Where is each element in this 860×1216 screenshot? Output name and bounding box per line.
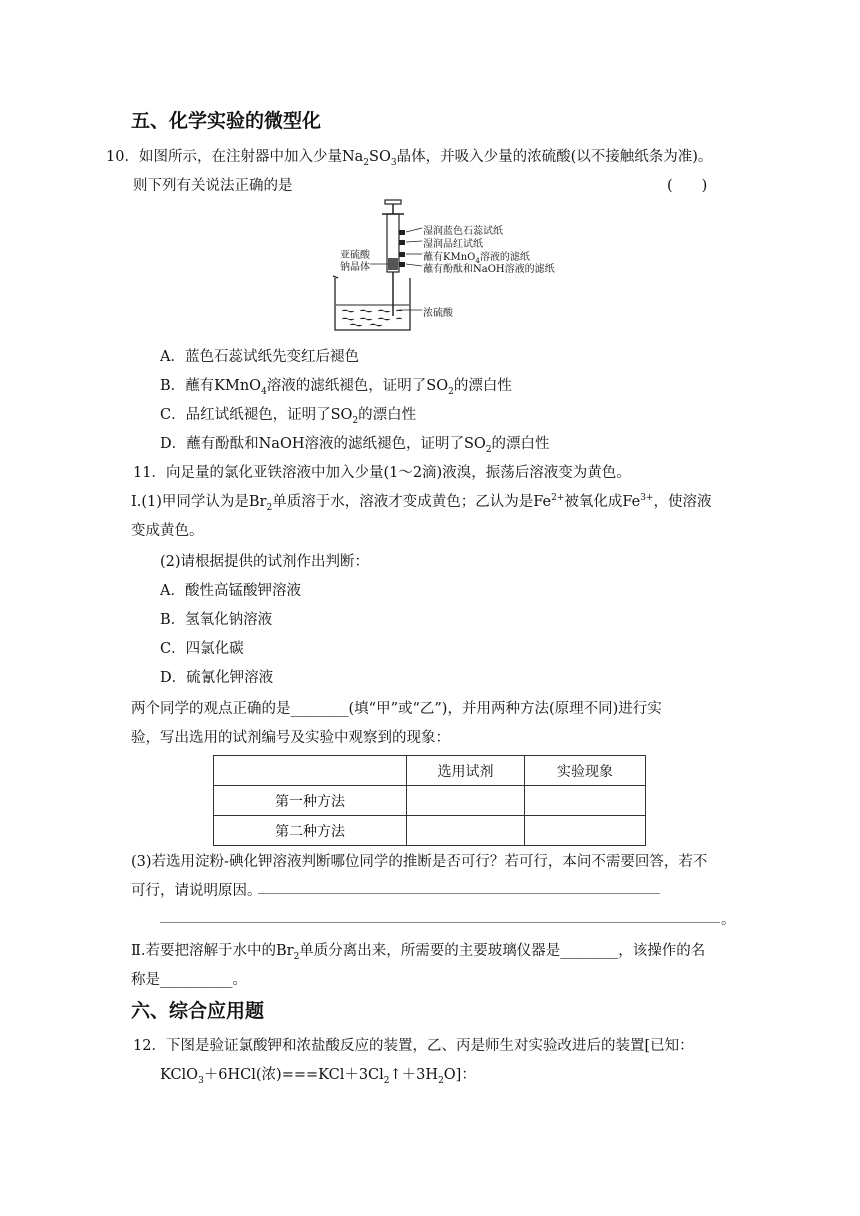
subscript: 2	[448, 386, 454, 397]
option-text: 的漂白性	[358, 407, 417, 423]
table-answer-cell[interactable]	[525, 816, 646, 846]
subscript: 3	[390, 157, 397, 168]
answer-table	[213, 755, 646, 846]
q10-option-b	[160, 374, 512, 397]
q10-stem-text: SO	[369, 149, 391, 165]
q11-part-ii	[131, 939, 705, 962]
table-answer-cell[interactable]	[525, 786, 646, 816]
subscript: 2	[352, 415, 359, 426]
table-row	[214, 756, 646, 786]
table-answer-cell[interactable]	[407, 786, 525, 816]
q10-stem-text: 晶体，并吸入少量的浓硫酸(以不接触纸条为准)。	[396, 149, 713, 165]
q10-stem	[106, 145, 712, 168]
superscript: 3+	[640, 493, 654, 504]
label-sulfite-crystal	[340, 250, 370, 274]
q11-text: 单质溶于水，溶液才变成黄色；乙认为是Fe	[272, 494, 552, 510]
subscript: 2	[485, 444, 492, 455]
q11-part-ii-line2: 称是__________。	[131, 972, 247, 988]
subscript: 2	[383, 1075, 390, 1086]
label-blue-litmus: 湿润蓝色石蕊试纸	[423, 226, 503, 237]
section-heading-5: 五、化学实验的微型化	[131, 110, 322, 132]
q11-text: Ⅰ.(1)甲同学认为是Br	[131, 494, 267, 510]
q11-ask-line1: 两个同学的观点正确的是________(填“甲”或“乙”)，并用两种方法(原理不同)进行实	[131, 701, 662, 717]
label-line: 亚硫酸	[340, 250, 370, 261]
q11-text: 单质分离出来，所需要的主要玻璃仪器是________，该操作的名	[299, 943, 706, 959]
q10-option-a: A．蓝色石蕊试纸先变红后褪色	[160, 349, 359, 365]
label-naoh-paper: 蘸有酚酞和NaOH溶液的滤纸	[423, 264, 555, 275]
label-text: 蘸有KMnO	[423, 252, 476, 263]
table-header-cell	[214, 756, 407, 786]
q11-part1-line2: 变成黄色。	[131, 523, 204, 539]
q11-ask-line2: 验，写出选用的试剂编号及实验中观察到的现象：	[131, 730, 450, 746]
period-mark: 。	[721, 912, 736, 928]
q10-option-c	[160, 403, 416, 426]
q12-stem: 12．下图是验证氯酸钾和浓盐酸反应的装置，乙、丙是师生对实验改进后的装置[已知：	[133, 1038, 694, 1054]
table-header-cell: 选用试剂	[407, 756, 525, 786]
table-row-label: 第一种方法	[214, 786, 407, 816]
subscript: 2	[363, 157, 370, 168]
subscript: 4	[261, 386, 267, 397]
q10-stem-line2: 则下列有关说法正确的是	[133, 178, 293, 194]
option-text: 溶液的滤纸褪色，证明了SO	[266, 378, 449, 394]
q11-part1	[131, 490, 711, 513]
q11-option-c: C．四氯化碳	[160, 641, 244, 657]
q10-option-d	[160, 432, 550, 455]
q11-stem: 11．向足量的氯化亚铁溶液中加入少量(1～2滴)液溴，振荡后溶液变为黄色。	[133, 465, 631, 481]
section-heading-6: 六、综合应用题	[131, 1000, 265, 1022]
table-row	[214, 816, 646, 846]
answer-paren: ( )	[667, 178, 708, 194]
q11-option-d: D．硫氰化钾溶液	[160, 670, 274, 686]
table-row	[214, 786, 646, 816]
q11-part2: (2)请根据提供的试剂作出判断：	[160, 554, 370, 570]
eq-text: ＋6HCl(浓)===KCl＋3Cl	[203, 1067, 384, 1083]
q11-part3-line2: 可行，请说明原因。	[131, 883, 262, 899]
option-text: C．品红试纸褪色，证明了SO	[160, 407, 353, 423]
table-row-label: 第二种方法	[214, 816, 407, 846]
subscript: 4	[475, 257, 480, 265]
q11-text: 被氧化成Fe	[564, 494, 641, 510]
superscript: 2+	[551, 493, 565, 504]
q11-text: Ⅱ.若要把溶解于水中的Br	[131, 943, 294, 959]
q11-option-a: A．酸性高锰酸钾溶液	[160, 583, 301, 599]
q11-text: ，使溶液	[653, 494, 712, 510]
label-text: 溶液的滤纸	[479, 252, 530, 263]
q11-option-b: B．氢氧化钠溶液	[160, 612, 273, 628]
table-header-cell: 实验现象	[525, 756, 646, 786]
table-answer-cell[interactable]	[407, 816, 525, 846]
eq-text: KClO	[160, 1067, 199, 1083]
option-text: B．蘸有KMnO	[160, 378, 262, 394]
q12-equation	[160, 1063, 476, 1086]
answer-blank-line[interactable]	[258, 893, 660, 894]
q10-stem-text: 10．如图所示，在注射器中加入少量Na	[106, 149, 364, 165]
option-text: 的漂白性	[453, 378, 512, 394]
apparatus-figure	[330, 198, 570, 338]
subscript: 2	[293, 951, 300, 962]
label-magenta-paper: 湿润品红试纸	[423, 239, 483, 250]
subscript: 3	[198, 1075, 204, 1086]
label-line: 钠晶体	[340, 262, 370, 273]
subscript: 2	[438, 1075, 444, 1086]
option-text: 的漂白性	[491, 436, 550, 452]
answer-blank-line[interactable]	[160, 922, 720, 923]
eq-text: ↑＋3H	[389, 1067, 439, 1083]
option-text: D．蘸有酚酞和NaOH溶液的滤纸褪色，证明了SO	[160, 436, 486, 452]
subscript: 2	[266, 502, 273, 513]
q11-part3-line1: (3)若选用淀粉-碘化钾溶液判断哪位同学的推断是否可行？若可行，本问不需要回答，若不	[131, 854, 708, 870]
eq-text: O]：	[443, 1067, 476, 1083]
label-conc-sulfuric: 浓硫酸	[423, 308, 453, 319]
